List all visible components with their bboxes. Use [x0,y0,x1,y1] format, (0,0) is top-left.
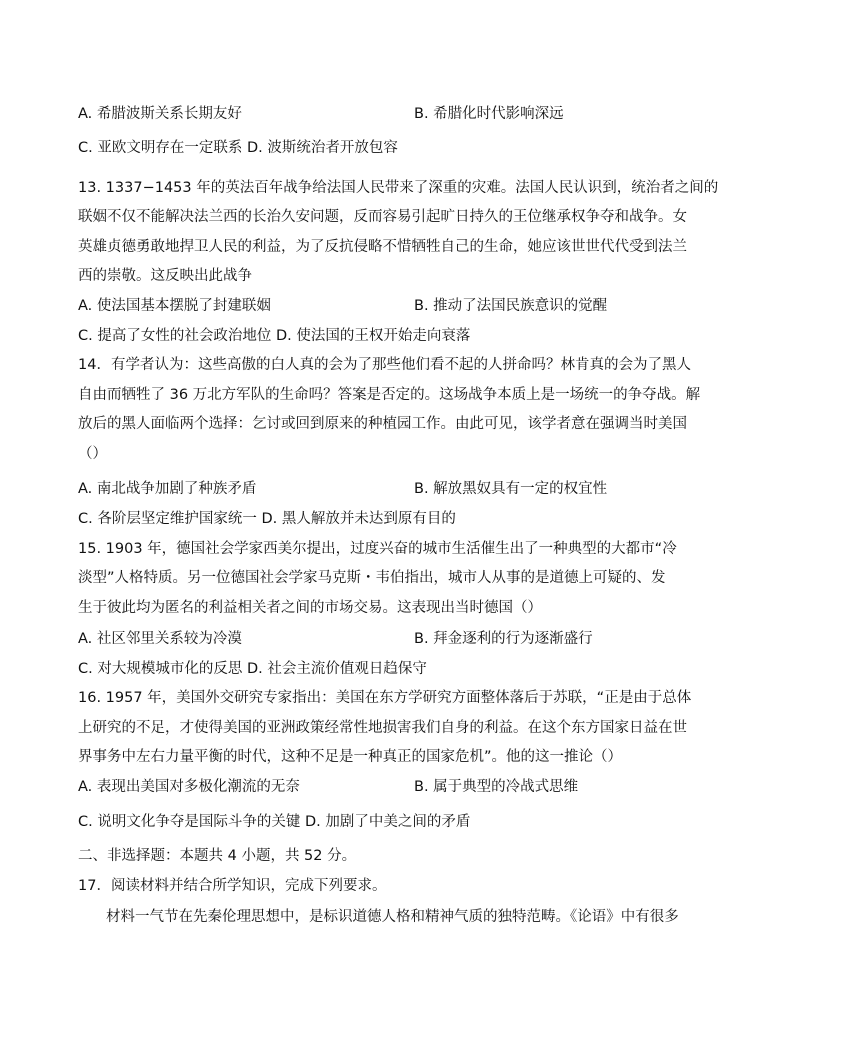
q16-option-cd: C. 说明文化争夺是国际斗争的关键 D. 加剧了中美之间的矛盾 [78,814,471,830]
q17-material-line: 材料一气节在先秦伦理思想中，是标识道德人格和精神气质的独特范畴。《论语》中有很多 [106,909,679,925]
q13-stem-line: 英雄贞德勇敢地捍卫人民的利益，为了反抗侵略不惜牺牲自己的生命，她应该世世代代受到法兰 [78,239,687,255]
q14-option-cd: C. 各阶层坚定维护国家统一 D. 黑人解放并未达到原有目的 [78,511,456,527]
q15-option-b: B. 拜金逐利的行为逐渐盛行 [414,631,593,647]
q13-option-b: B. 推动了法国民族意识的觉醒 [414,298,608,314]
q13-stem-line: 联姻不仅不能解决法兰西的长治久安问题，反而容易引起旷日持久的王位继承权争夺和战争。女 [78,209,687,225]
q12-option-b: B. 希腊化时代影响深远 [414,106,564,122]
q13-stem-line: 13. 1337−1453 年的英法百年战争给法国人民带来了深重的灾难。法国人民认识到，统治者之间的 [78,180,719,196]
q15-stem-line: 生于彼此均为匿名的利益相关者之间的市场交易。这表现出当时德国（） [78,600,542,616]
q16-stem-line: 界事务中左右力量平衡的时代，这种不足是一种真正的国家危机”。他的这一推论（） [78,749,623,765]
q15-stem-line: 15. 1903 年，德国社会学家西美尔提出，过度兴奋的城市生活催生出了一种典型的大都市“冷 [78,541,677,557]
q14-option-b: B. 解放黑奴具有一定的权宜性 [414,481,608,497]
q16-option-a: A. 表现出美国对多极化潮流的无奈 [78,779,300,795]
q13-stem-line: 西的崇敬。这反映出此战争 [78,268,252,284]
section-heading: 二、非选择题：本题共 4 小题，共 52 分。 [78,848,357,864]
q13-option-a: A. 使法国基本摆脱了封建联姻 [78,298,271,314]
q12-option-a: A. 希腊波斯关系长期友好 [78,106,242,122]
q16-option-b: B. 属于典型的冷战式思维 [414,779,579,795]
q14-stem-line: 14．有学者认为：这些高傲的白人真的会为了那些他们看不起的人拼命吗？林肯真的会为了黑人 [78,357,691,373]
q15-stem-line: 淡型”人格特质。另一位德国社会学家马克斯・韦伯指出，城市人从事的是道德上可疑的、发 [78,570,666,586]
q16-stem-line: 上研究的不足，才使得美国的亚洲政策经常性地损害我们自身的利益。在这个东方国家日益在世 [78,720,687,736]
q14-stem-line: 放后的黑人面临两个选择：乞讨或回到原来的种植园工作。由此可见，该学者意在强调当时美国 [78,416,687,432]
q15-option-a: A. 社区邻里关系较为冷漠 [78,631,242,647]
q14-stem-line: 自由而牺牲了 36 万北方军队的生命吗？答案是否定的。这场战争本质上是一场统一的争夺战。解 [78,387,701,403]
q12-option-cd: C. 亚欧文明存在一定联系 D. 波斯统治者开放包容 [78,140,398,156]
q14-stem-line: （） [78,446,107,462]
q14-option-a: A. 南北战争加剧了种族矛盾 [78,481,257,497]
q15-option-cd: C. 对大规模城市化的反思 D. 社会主流价值观日趋保守 [78,661,427,677]
q13-option-cd: C. 提高了女性的社会政治地位 D. 使法国的王权开始走向衰落 [78,328,471,344]
q16-stem-line: 16. 1957 年，美国外交研究专家指出：美国在东方学研究方面整体落后于苏联，“正是由于总体 [78,690,692,706]
q17-stem: 17．阅读材料并结合所学知识，完成下列要求。 [78,878,387,894]
